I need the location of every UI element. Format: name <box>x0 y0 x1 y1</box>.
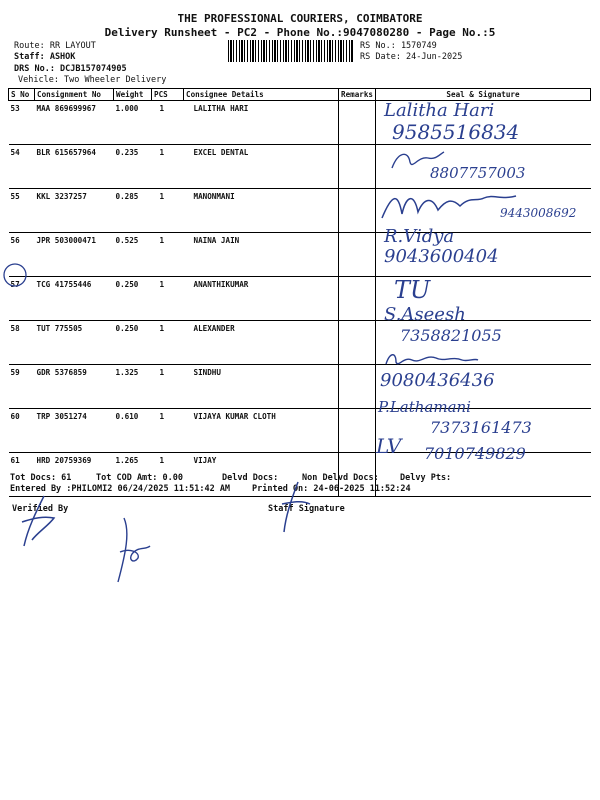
row-sno: 55 <box>9 189 35 233</box>
delivery-points: Delvy Pts: <box>400 473 452 483</box>
route-label: Route: RR LAYOUT <box>14 41 96 51</box>
row-consignment: TRP 3051274 <box>35 409 114 453</box>
entered-by: Entered By :PHILOMI2 06/24/2025 11:51:42 AM <box>10 484 231 494</box>
row-consignee: VIJAYA KUMAR CLOTH <box>184 409 339 453</box>
signature-scribble-icon <box>110 512 160 592</box>
non-delivered-docs: Non Delvd Docs: <box>302 473 379 483</box>
drs-number: DRS No.: DCJB157074905 <box>14 64 127 74</box>
row-weight: 0.610 <box>114 409 152 453</box>
table-row <box>9 321 591 365</box>
row-pcs: 1 <box>152 321 184 365</box>
row-weight: 1.000 <box>114 101 152 145</box>
printed-on: Printed On: 24-06-2025 11:52:24 <box>252 484 411 494</box>
row-consignment: MAA 869699967 <box>35 101 114 145</box>
row-pcs: 1 <box>152 409 184 453</box>
handwritten-phone: 9080436436 <box>380 370 495 391</box>
staff-signature-icon <box>276 478 316 538</box>
handwritten-phone: 7010749829 <box>424 444 526 463</box>
row-consignment: JPR 503000471 <box>35 233 114 277</box>
row-pcs: 1 <box>152 453 184 497</box>
row-consignee: SINDHU <box>184 365 339 409</box>
row-weight: 1.325 <box>114 365 152 409</box>
col-consignment: Consignment No <box>35 89 114 101</box>
row-remarks <box>339 101 376 145</box>
row-consignee: LALITHA HARI <box>184 101 339 145</box>
row-consignment: TCG 41755446 <box>35 277 114 321</box>
col-weight: Weight <box>114 89 152 101</box>
delivered-docs: Delvd Docs: <box>222 473 279 483</box>
table-row <box>9 277 591 321</box>
rs-number: RS No.: 1570749 <box>360 41 437 51</box>
row-sno: 57 <box>9 277 35 321</box>
row-consignee: VIJAY <box>184 453 339 497</box>
row-remarks <box>339 145 376 189</box>
handwritten-phone: 7358821055 <box>400 326 502 345</box>
row-remarks <box>339 409 376 453</box>
handwritten-name: P.Lathamani <box>378 398 471 416</box>
row-consignee: ALEXANDER <box>184 321 339 365</box>
handwritten-phone: 9443008692 <box>500 206 577 220</box>
row-remarks <box>339 365 376 409</box>
handwritten-phone: 8807757003 <box>430 164 526 182</box>
row-pcs: 1 <box>152 277 184 321</box>
row-sno: 60 <box>9 409 35 453</box>
row-remarks <box>339 277 376 321</box>
row-pcs: 1 <box>152 233 184 277</box>
circle-mark-icon <box>2 262 30 288</box>
handwritten-name: R.Vidya <box>384 226 455 247</box>
row-remarks <box>339 321 376 365</box>
row-sno: 59 <box>9 365 35 409</box>
row-remarks <box>339 233 376 277</box>
handwritten-phone: 9043600404 <box>384 246 499 267</box>
row-remarks <box>339 189 376 233</box>
row-pcs: 1 <box>152 145 184 189</box>
rs-date: RS Date: 24-Jun-2025 <box>360 52 463 62</box>
signature-scribble-icon <box>382 348 482 372</box>
col-pcs: PCS <box>152 89 184 101</box>
row-pcs: 1 <box>152 101 184 145</box>
company-title: THE PROFESSIONAL COURIERS, COIMBATORE <box>177 12 423 25</box>
row-weight: 0.525 <box>114 233 152 277</box>
handwritten-name: Lalitha Hari <box>384 100 495 121</box>
col-remarks: Remarks <box>339 89 376 101</box>
total-cod: Tot COD Amt: 0.00 <box>96 473 183 483</box>
table-header-row <box>9 89 591 101</box>
total-docs: Tot Docs: 61 <box>10 473 72 483</box>
barcode-image <box>228 40 354 62</box>
staff-signature-label: Staff Signature <box>268 504 345 514</box>
col-consignee: Consignee Details <box>184 89 339 101</box>
row-pcs: 1 <box>152 365 184 409</box>
vehicle-label: Vehicle: Two Wheeler Delivery <box>18 75 167 85</box>
row-consignee: NAINA JAIN <box>184 233 339 277</box>
handwritten-name: S.Aseesh <box>384 304 466 325</box>
row-sno: 54 <box>9 145 35 189</box>
row-sno: 53 <box>9 101 35 145</box>
verifier-signature-icon <box>14 492 74 552</box>
row-sno: 58 <box>9 321 35 365</box>
row-consignee: ANANTHIKUMAR <box>184 277 339 321</box>
handwritten-initials: LV <box>376 434 402 458</box>
row-consignment: GDR 5376859 <box>35 365 114 409</box>
row-consignee: MANONMANI <box>184 189 339 233</box>
row-sno: 56 <box>9 233 35 277</box>
table-row <box>9 233 591 277</box>
row-weight: 0.285 <box>114 189 152 233</box>
row-pcs: 1 <box>152 189 184 233</box>
signature-scribble-icon <box>380 188 520 228</box>
handwritten-initials: TU <box>394 276 431 304</box>
row-weight: 0.250 <box>114 277 152 321</box>
handwritten-phone: 7373161473 <box>430 418 532 437</box>
staff-label: Staff: ASHOK <box>14 52 76 62</box>
row-weight: 1.265 <box>114 453 152 497</box>
handwritten-phone: 9585516834 <box>392 120 520 144</box>
row-sno: 61 <box>9 453 35 497</box>
col-signature: Seal & Signature <box>376 89 591 101</box>
row-consignment: TUT 775505 <box>35 321 114 365</box>
row-consignment: KKL 3237257 <box>35 189 114 233</box>
verified-by-label: Verified By <box>12 504 69 514</box>
row-consignment: BLR 615657964 <box>35 145 114 189</box>
row-consignee: EXCEL DENTAL <box>184 145 339 189</box>
row-weight: 0.250 <box>114 321 152 365</box>
row-weight: 0.235 <box>114 145 152 189</box>
row-consignment: HRD 20759369 <box>35 453 114 497</box>
table-row <box>9 365 591 409</box>
runsheet-title: Delivery Runsheet - PC2 - Phone No.:9047080280 - Page No.:5 <box>104 26 496 39</box>
col-sno: S No <box>9 89 35 101</box>
